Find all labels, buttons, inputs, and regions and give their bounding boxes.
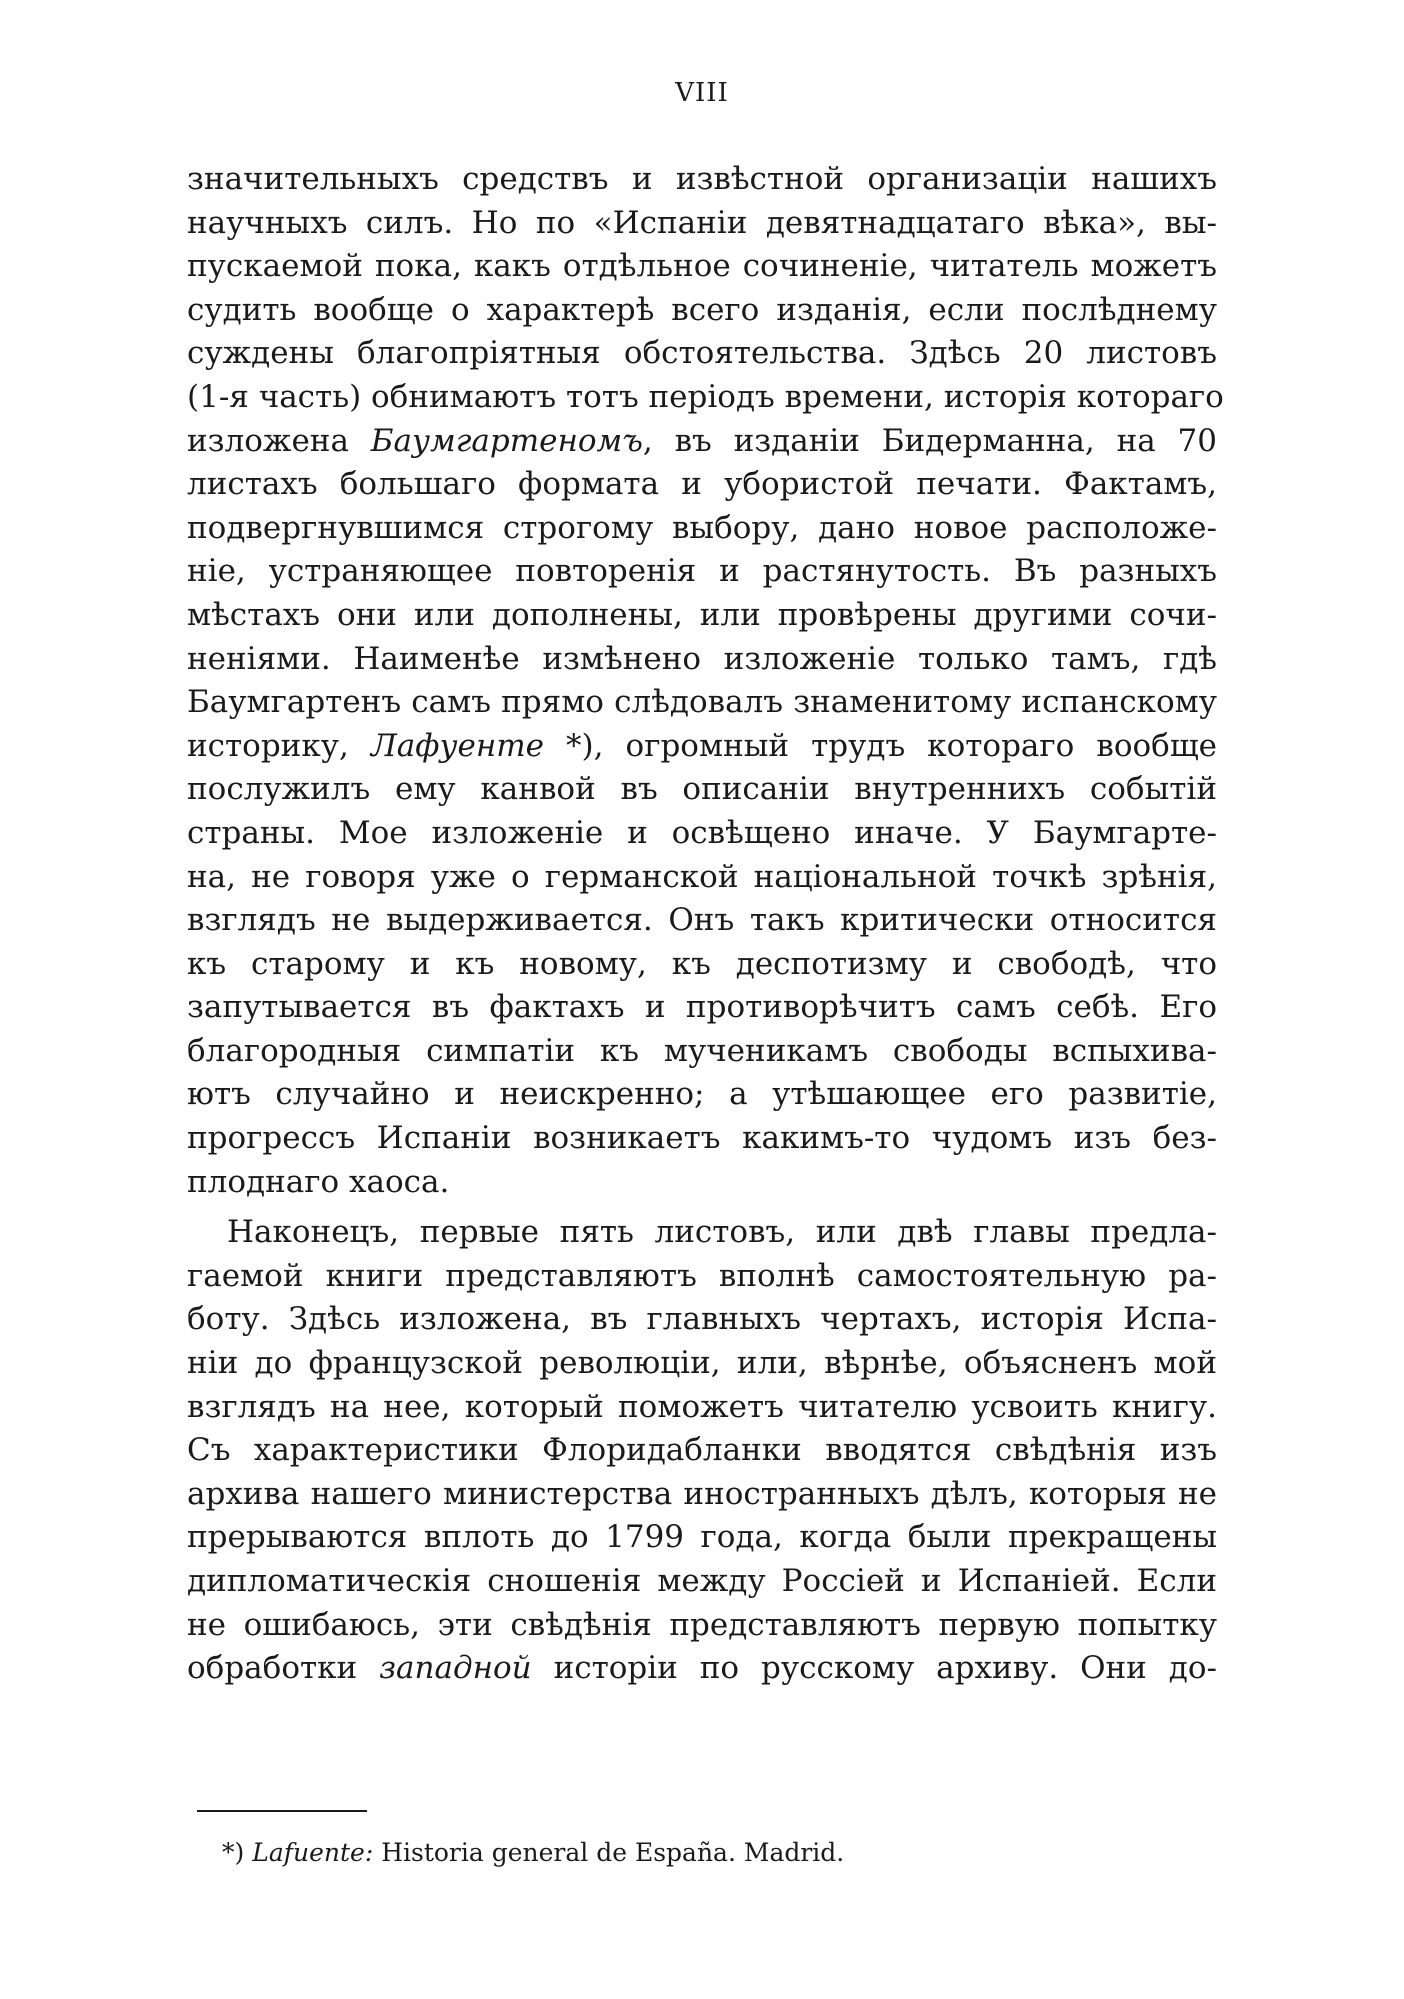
text-line: ніе, устраняющее повторенія и растянутость. Въ разныхъ xyxy=(187,553,1217,590)
footnote xyxy=(222,1838,844,1867)
italic-phrase: Лафуенте xyxy=(370,727,544,764)
footnote-author: Lafuente: xyxy=(252,1838,374,1867)
footnote-text: Historia general de España. Madrid. xyxy=(381,1838,845,1867)
italic-phrase: Баумгартеномъ xyxy=(370,422,643,459)
text-line: листахъ большаго формата и убористой печати. Фактамъ, xyxy=(187,466,1217,503)
text-line: Съ характеристики Флоридабланки вводятся свѣдѣнія изъ xyxy=(187,1432,1217,1469)
paragraph-1 xyxy=(187,158,1224,1204)
text-line: историку, Лафуенте *), огромный трудъ котораго вообще xyxy=(187,727,1217,764)
text-line: значительныхъ средствъ и извѣстной организаціи нашихъ xyxy=(187,161,1217,197)
text-line: взглядъ не выдерживается. Онъ такъ критически относится xyxy=(187,902,1217,939)
text-line: взглядъ на нее, который поможетъ читателю усвоить книгу. xyxy=(187,1388,1217,1425)
text-line: обработки западной исторіи по русскому архиву. Они до- xyxy=(187,1650,1217,1687)
text-line: архива нашего министерства иностранныхъ дѣлъ, которыя не xyxy=(187,1475,1217,1512)
italic-phrase: западной xyxy=(379,1650,532,1687)
text-line: дипломатическія сношенія между Россіей и Испаніей. Если xyxy=(187,1563,1217,1599)
text-line: благородныя симпатіи къ мученикамъ свободы вспыхива- xyxy=(187,1032,1217,1069)
text-line: пускаемой пока, какъ отдѣльное сочиненіе, читатель можетъ xyxy=(187,248,1217,285)
text-line: (1-я часть) обнимаютъ тотъ періодъ времени, исторія котораго xyxy=(187,378,1224,415)
text-line: неніями. Наименѣе измѣнено изложеніе только тамъ, гдѣ xyxy=(187,640,1217,677)
paragraph-2 xyxy=(187,1211,1217,1691)
text-line: научныхъ силъ. Но по «Испаніи девятнадцатаго вѣка», вы- xyxy=(187,204,1217,241)
text-line: судить вообще о характерѣ всего изданія, если послѣднему xyxy=(187,291,1217,328)
text-line: подвергнувшимся строгому выбору, дано новое расположе- xyxy=(187,509,1217,546)
text-line: не ошибаюсь, эти свѣдѣнія представляютъ первую попытку xyxy=(187,1606,1217,1643)
text-line: прогрессъ Испаніи возникаетъ какимъ-то чудомъ изъ без- xyxy=(187,1120,1217,1157)
text-line: на, не говоря уже о германской національной точкѣ зрѣнія, xyxy=(187,858,1217,895)
text-line: къ старому и къ новому, къ деспотизму и свободѣ, что xyxy=(187,945,1217,982)
text-line: ніи до французской революціи, или, вѣрнѣе, объясненъ мой xyxy=(187,1345,1217,1382)
text-line: гаемой книги представляютъ вполнѣ самостоятельную ра- xyxy=(187,1257,1217,1294)
page-number: VIII xyxy=(675,78,729,108)
text-line: ютъ случайно и неискренно; а утѣшающее его развитіе, xyxy=(187,1076,1217,1113)
text-line: плоднаго хаоса. xyxy=(187,1163,450,1200)
footnote-marker: *) xyxy=(222,1838,245,1867)
text-line: мѣстахъ они или дополнены, или провѣрены другими сочи- xyxy=(187,596,1217,633)
text-line: запутывается въ фактахъ и противорѣчитъ самъ себѣ. Его xyxy=(187,989,1217,1026)
text-line: прерываются вплоть до 1799 года, когда были прекращены xyxy=(187,1519,1217,1556)
text-line: Баумгартенъ самъ прямо слѣдовалъ знаменитому испанскому xyxy=(187,684,1217,721)
text-line: суждены благопріятныя обстоятельства. Здѣсь 20 листовъ xyxy=(187,335,1217,372)
text-line: Наконецъ, первые пять листовъ, или двѣ главы предла- xyxy=(227,1214,1217,1251)
text-line: изложена Баумгартеномъ, въ изданіи Бидерманна, на 70 xyxy=(187,422,1217,459)
text-line: боту. Здѣсь изложена, въ главныхъ чертахъ, исторія Испа- xyxy=(187,1301,1217,1338)
body-text xyxy=(187,158,1224,1691)
footnote-divider xyxy=(197,1810,367,1812)
text-line: страны. Мое изложеніе и освѣщено иначе. У Баумгарте- xyxy=(187,814,1217,851)
text-line: послужилъ ему канвой въ описаніи внутреннихъ событій xyxy=(187,771,1217,808)
